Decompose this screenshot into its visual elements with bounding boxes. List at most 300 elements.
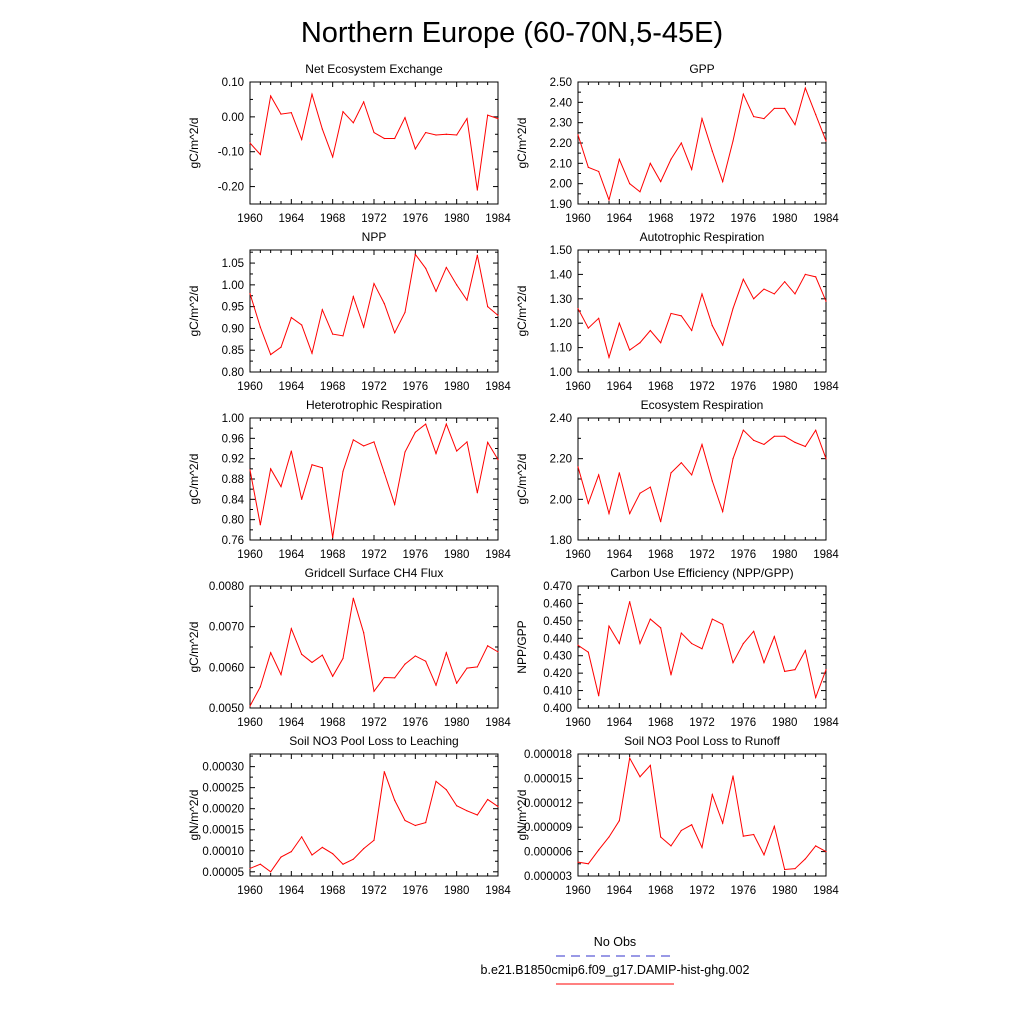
data-point bbox=[415, 254, 416, 255]
data-point bbox=[477, 814, 478, 815]
y-tick-label: 0.10 bbox=[221, 77, 244, 89]
series-line bbox=[250, 772, 498, 872]
data-point bbox=[763, 444, 764, 445]
data-point bbox=[743, 94, 744, 95]
data-point bbox=[691, 824, 692, 825]
x-tick-label: 1968 bbox=[647, 717, 674, 729]
data-point bbox=[342, 335, 343, 336]
data-point bbox=[639, 342, 640, 343]
data-point bbox=[404, 820, 405, 821]
panel-10 bbox=[515, 734, 839, 897]
data-point bbox=[404, 117, 405, 118]
y-tick-label: 0.420 bbox=[543, 668, 572, 681]
data-point bbox=[260, 686, 261, 687]
data-point bbox=[291, 628, 292, 629]
series-line bbox=[578, 758, 826, 869]
data-point bbox=[404, 451, 405, 452]
x-tick-label: 1972 bbox=[361, 717, 387, 729]
y-tick-label: 0.460 bbox=[543, 598, 572, 611]
data-point bbox=[332, 853, 333, 854]
data-point bbox=[805, 274, 806, 275]
data-point bbox=[598, 171, 599, 172]
x-tick-label: 1984 bbox=[485, 213, 511, 225]
data-point bbox=[691, 330, 692, 331]
data-point bbox=[415, 655, 416, 656]
data-point bbox=[784, 281, 785, 282]
legend bbox=[481, 935, 750, 984]
data-point bbox=[619, 159, 620, 160]
y-tick-label: 0.95 bbox=[221, 301, 244, 314]
data-point bbox=[598, 849, 599, 850]
data-point bbox=[270, 95, 271, 96]
data-point bbox=[753, 631, 754, 632]
x-tick-label: 1980 bbox=[443, 381, 470, 393]
data-point bbox=[588, 167, 589, 168]
data-point bbox=[249, 293, 250, 294]
data-point bbox=[342, 864, 343, 865]
data-point bbox=[650, 487, 651, 488]
data-point bbox=[332, 333, 333, 334]
data-point bbox=[784, 869, 785, 870]
data-point bbox=[291, 450, 292, 451]
data-point bbox=[670, 159, 671, 160]
data-point bbox=[825, 669, 826, 670]
data-point bbox=[774, 293, 775, 294]
y-axis-label: NPP/GPP bbox=[515, 620, 529, 674]
panel-7 bbox=[187, 566, 511, 729]
y-tick-label: 2.40 bbox=[549, 413, 572, 425]
data-point bbox=[660, 521, 661, 522]
x-tick-label: 1984 bbox=[813, 549, 839, 561]
data-point bbox=[384, 677, 385, 678]
x-tick-label: 1972 bbox=[361, 213, 387, 225]
data-point bbox=[477, 492, 478, 493]
y-tick-label: 0.80 bbox=[221, 367, 244, 379]
data-point bbox=[743, 430, 744, 431]
data-point bbox=[332, 676, 333, 677]
data-point bbox=[784, 436, 785, 437]
x-tick-label: 1980 bbox=[443, 549, 470, 561]
data-point bbox=[435, 685, 436, 686]
data-point bbox=[825, 851, 826, 852]
data-point bbox=[477, 189, 478, 190]
data-point bbox=[384, 771, 385, 772]
data-point bbox=[487, 442, 488, 443]
y-tick-label: 1.20 bbox=[549, 318, 572, 331]
plot-frame bbox=[578, 418, 826, 540]
panel-3 bbox=[187, 230, 511, 393]
data-point bbox=[456, 683, 457, 684]
data-point bbox=[363, 445, 364, 446]
data-point bbox=[270, 871, 271, 872]
data-point bbox=[763, 662, 764, 663]
data-point bbox=[743, 643, 744, 644]
data-point bbox=[681, 142, 682, 143]
y-tick-label: 0.000003 bbox=[524, 871, 572, 883]
data-point bbox=[753, 834, 754, 835]
data-point bbox=[384, 472, 385, 473]
y-tick-label: 0.00010 bbox=[202, 845, 244, 858]
x-tick-label: 1980 bbox=[771, 549, 798, 561]
y-tick-label: 2.30 bbox=[549, 117, 572, 130]
data-point bbox=[301, 324, 302, 325]
y-tick-label: 0.00015 bbox=[202, 824, 244, 837]
data-point bbox=[446, 789, 447, 790]
y-tick-label: 2.20 bbox=[549, 453, 572, 466]
data-point bbox=[373, 441, 374, 442]
x-tick-label: 1976 bbox=[402, 885, 429, 897]
y-tick-label: 0.000015 bbox=[524, 773, 572, 786]
data-point bbox=[588, 327, 589, 328]
data-point bbox=[394, 800, 395, 801]
data-point bbox=[608, 199, 609, 200]
data-point bbox=[363, 327, 364, 328]
data-point bbox=[794, 293, 795, 294]
data-point bbox=[425, 424, 426, 425]
data-point bbox=[280, 674, 281, 675]
data-point bbox=[732, 458, 733, 459]
data-point bbox=[619, 472, 620, 473]
x-tick-label: 1960 bbox=[565, 213, 591, 225]
y-tick-label: 0.0060 bbox=[208, 662, 244, 675]
data-point bbox=[629, 513, 630, 514]
y-tick-label: 1.30 bbox=[549, 293, 572, 306]
y-tick-label: 0.00 bbox=[221, 111, 244, 124]
data-point bbox=[456, 284, 457, 285]
data-point bbox=[660, 836, 661, 837]
figure-title: Northern Europe (60-70N,5-45E) bbox=[300, 17, 724, 49]
data-point bbox=[577, 466, 578, 467]
x-tick-label: 1968 bbox=[319, 885, 346, 897]
panel-6 bbox=[515, 398, 839, 561]
data-point bbox=[577, 862, 578, 863]
data-point bbox=[608, 836, 609, 837]
data-point bbox=[815, 430, 816, 431]
x-tick-label: 1980 bbox=[771, 885, 798, 897]
y-tick-label: 0.0050 bbox=[208, 703, 244, 715]
y-tick-label: 0.470 bbox=[543, 581, 572, 593]
data-point bbox=[805, 650, 806, 651]
data-point bbox=[332, 537, 333, 538]
data-point bbox=[311, 464, 312, 465]
data-point bbox=[270, 468, 271, 469]
series-line bbox=[250, 254, 498, 354]
data-point bbox=[629, 757, 630, 758]
data-point bbox=[732, 308, 733, 309]
x-tick-label: 1976 bbox=[402, 213, 429, 225]
data-point bbox=[322, 467, 323, 468]
data-point bbox=[260, 327, 261, 328]
data-point bbox=[404, 663, 405, 664]
x-tick-label: 1960 bbox=[237, 549, 263, 561]
data-point bbox=[497, 459, 498, 460]
x-tick-label: 1980 bbox=[443, 213, 470, 225]
data-point bbox=[732, 140, 733, 141]
data-point bbox=[311, 662, 312, 663]
data-point bbox=[681, 632, 682, 633]
data-point bbox=[497, 118, 498, 119]
y-tick-label: 0.00025 bbox=[202, 782, 244, 795]
data-point bbox=[619, 820, 620, 821]
data-point bbox=[753, 440, 754, 441]
y-tick-label: 0.92 bbox=[221, 453, 244, 466]
y-tick-label: 1.10 bbox=[549, 342, 572, 355]
data-point bbox=[466, 118, 467, 119]
data-point bbox=[301, 654, 302, 655]
data-point bbox=[794, 124, 795, 125]
y-axis-label: gC/m^2/d bbox=[515, 453, 529, 505]
data-point bbox=[743, 836, 744, 837]
series-line bbox=[250, 94, 498, 190]
plot-frame bbox=[250, 250, 498, 372]
data-point bbox=[588, 863, 589, 864]
data-point bbox=[466, 300, 467, 301]
data-point bbox=[650, 163, 651, 164]
data-point bbox=[794, 868, 795, 869]
y-tick-label: 0.00020 bbox=[202, 803, 244, 816]
y-tick-label: 2.20 bbox=[549, 138, 572, 150]
data-point bbox=[701, 118, 702, 119]
x-tick-label: 1968 bbox=[647, 885, 674, 897]
x-tick-label: 1964 bbox=[606, 549, 633, 561]
data-point bbox=[322, 847, 323, 848]
data-point bbox=[466, 668, 467, 669]
y-tick-label: 0.90 bbox=[221, 323, 244, 336]
data-point bbox=[639, 776, 640, 777]
data-point bbox=[342, 471, 343, 472]
data-point bbox=[701, 847, 702, 848]
data-point bbox=[670, 845, 671, 846]
data-point bbox=[435, 134, 436, 135]
data-point bbox=[415, 825, 416, 826]
data-point bbox=[384, 303, 385, 304]
data-point bbox=[301, 836, 302, 837]
data-point bbox=[712, 794, 713, 795]
data-point bbox=[435, 291, 436, 292]
data-point bbox=[249, 705, 250, 706]
series-line bbox=[578, 274, 826, 357]
data-point bbox=[722, 624, 723, 625]
data-point bbox=[691, 643, 692, 644]
x-tick-label: 1964 bbox=[606, 885, 633, 897]
data-point bbox=[619, 323, 620, 324]
data-point bbox=[487, 115, 488, 116]
x-tick-label: 1976 bbox=[402, 549, 429, 561]
data-point bbox=[743, 279, 744, 280]
x-tick-label: 1976 bbox=[402, 717, 429, 729]
data-point bbox=[577, 645, 578, 646]
data-point bbox=[446, 424, 447, 425]
data-point bbox=[670, 674, 671, 675]
data-point bbox=[477, 255, 478, 256]
series-line bbox=[578, 88, 826, 200]
legend-label-obs: No Obs bbox=[593, 935, 637, 949]
y-tick-label: 1.05 bbox=[221, 258, 244, 271]
legend-label-model: b.e21.B1850cmip6.f09_g17.DAMIP-hist-ghg.002 bbox=[480, 963, 750, 977]
data-point bbox=[487, 306, 488, 307]
y-tick-label: 0.000018 bbox=[524, 749, 572, 761]
data-point bbox=[270, 354, 271, 355]
y-axis-label: gC/m^2/d bbox=[515, 285, 529, 337]
data-point bbox=[681, 830, 682, 831]
y-axis-label: gN/m^2/d bbox=[515, 789, 529, 841]
data-point bbox=[691, 474, 692, 475]
x-tick-label: 1976 bbox=[730, 549, 757, 561]
x-tick-label: 1984 bbox=[485, 549, 511, 561]
data-point bbox=[660, 181, 661, 182]
data-point bbox=[660, 627, 661, 628]
data-point bbox=[815, 697, 816, 698]
panel-title: Net Ecosystem Exchange bbox=[305, 62, 443, 76]
data-point bbox=[805, 858, 806, 859]
x-tick-label: 1964 bbox=[278, 213, 305, 225]
x-tick-label: 1964 bbox=[606, 381, 633, 393]
data-point bbox=[477, 666, 478, 667]
x-tick-label: 1960 bbox=[565, 549, 591, 561]
data-point bbox=[291, 112, 292, 113]
x-tick-label: 1972 bbox=[689, 549, 715, 561]
data-point bbox=[353, 598, 354, 599]
plot-frame bbox=[578, 82, 826, 204]
data-point bbox=[487, 799, 488, 800]
y-tick-label: 0.80 bbox=[221, 514, 244, 527]
data-point bbox=[363, 101, 364, 102]
plot-frame bbox=[578, 250, 826, 372]
y-axis-label: gC/m^2/d bbox=[187, 285, 201, 337]
data-point bbox=[732, 662, 733, 663]
data-point bbox=[629, 601, 630, 602]
data-point bbox=[712, 480, 713, 481]
data-point bbox=[712, 151, 713, 152]
data-point bbox=[311, 854, 312, 855]
data-point bbox=[353, 439, 354, 440]
x-tick-label: 1960 bbox=[237, 213, 263, 225]
data-point bbox=[794, 442, 795, 443]
data-point bbox=[260, 864, 261, 865]
panel-1 bbox=[187, 62, 511, 225]
panel-8 bbox=[515, 566, 839, 729]
data-point bbox=[639, 493, 640, 494]
y-tick-label: 0.00030 bbox=[202, 761, 244, 774]
x-tick-label: 1984 bbox=[485, 381, 511, 393]
data-point bbox=[342, 658, 343, 659]
data-point bbox=[311, 94, 312, 95]
data-point bbox=[825, 140, 826, 141]
panel-5 bbox=[187, 398, 511, 561]
data-point bbox=[701, 444, 702, 445]
data-point bbox=[701, 648, 702, 649]
data-point bbox=[425, 822, 426, 823]
data-point bbox=[497, 806, 498, 807]
y-tick-label: -0.20 bbox=[217, 181, 244, 194]
data-point bbox=[249, 469, 250, 470]
data-point bbox=[794, 669, 795, 670]
data-point bbox=[394, 332, 395, 333]
y-tick-label: 0.410 bbox=[543, 685, 572, 698]
y-tick-label: 0.000009 bbox=[524, 822, 572, 835]
x-tick-label: 1980 bbox=[443, 885, 470, 897]
data-point bbox=[670, 472, 671, 473]
panel-2 bbox=[515, 62, 839, 225]
y-tick-label: 2.00 bbox=[549, 494, 572, 507]
data-point bbox=[732, 775, 733, 776]
data-point bbox=[588, 503, 589, 504]
data-point bbox=[291, 317, 292, 318]
y-tick-label: 2.00 bbox=[549, 178, 572, 191]
data-point bbox=[353, 296, 354, 297]
y-tick-label: 0.000012 bbox=[524, 797, 572, 810]
data-point bbox=[774, 826, 775, 827]
y-tick-label: 2.50 bbox=[549, 77, 572, 89]
x-tick-label: 1984 bbox=[813, 717, 839, 729]
x-tick-label: 1980 bbox=[771, 213, 798, 225]
data-point bbox=[291, 851, 292, 852]
x-tick-label: 1968 bbox=[319, 213, 346, 225]
data-point bbox=[363, 848, 364, 849]
data-point bbox=[280, 347, 281, 348]
x-tick-label: 1964 bbox=[606, 717, 633, 729]
data-point bbox=[435, 453, 436, 454]
data-point bbox=[384, 138, 385, 139]
data-point bbox=[301, 499, 302, 500]
plot-frame bbox=[578, 586, 826, 708]
data-point bbox=[805, 88, 806, 89]
x-tick-label: 1972 bbox=[689, 885, 715, 897]
data-point bbox=[394, 138, 395, 139]
data-point bbox=[763, 854, 764, 855]
x-tick-label: 1960 bbox=[237, 717, 263, 729]
data-point bbox=[598, 695, 599, 696]
data-point bbox=[815, 276, 816, 277]
y-tick-label: 0.96 bbox=[221, 433, 244, 446]
x-tick-label: 1984 bbox=[485, 885, 511, 897]
data-point bbox=[619, 643, 620, 644]
data-point bbox=[825, 458, 826, 459]
x-tick-label: 1968 bbox=[319, 717, 346, 729]
data-point bbox=[446, 267, 447, 268]
data-point bbox=[497, 651, 498, 652]
data-point bbox=[608, 513, 609, 514]
data-point bbox=[722, 181, 723, 182]
data-point bbox=[322, 655, 323, 656]
data-point bbox=[722, 345, 723, 346]
data-point bbox=[260, 154, 261, 155]
data-point bbox=[763, 288, 764, 289]
data-point bbox=[753, 298, 754, 299]
data-point bbox=[249, 142, 250, 143]
data-point bbox=[280, 113, 281, 114]
data-point bbox=[660, 342, 661, 343]
x-tick-label: 1968 bbox=[647, 213, 674, 225]
x-tick-label: 1984 bbox=[813, 381, 839, 393]
panel-title: Autotrophic Respiration bbox=[639, 230, 765, 244]
y-tick-label: 0.000006 bbox=[524, 846, 572, 859]
panel-9 bbox=[187, 734, 511, 897]
x-tick-label: 1984 bbox=[813, 213, 839, 225]
x-tick-label: 1976 bbox=[730, 885, 757, 897]
data-point bbox=[456, 134, 457, 135]
x-tick-label: 1968 bbox=[647, 381, 674, 393]
data-point bbox=[373, 840, 374, 841]
x-tick-label: 1972 bbox=[689, 381, 715, 393]
data-point bbox=[425, 268, 426, 269]
x-tick-label: 1964 bbox=[278, 717, 305, 729]
data-point bbox=[394, 504, 395, 505]
data-point bbox=[629, 183, 630, 184]
data-point bbox=[598, 318, 599, 319]
data-point bbox=[670, 313, 671, 314]
data-point bbox=[598, 474, 599, 475]
